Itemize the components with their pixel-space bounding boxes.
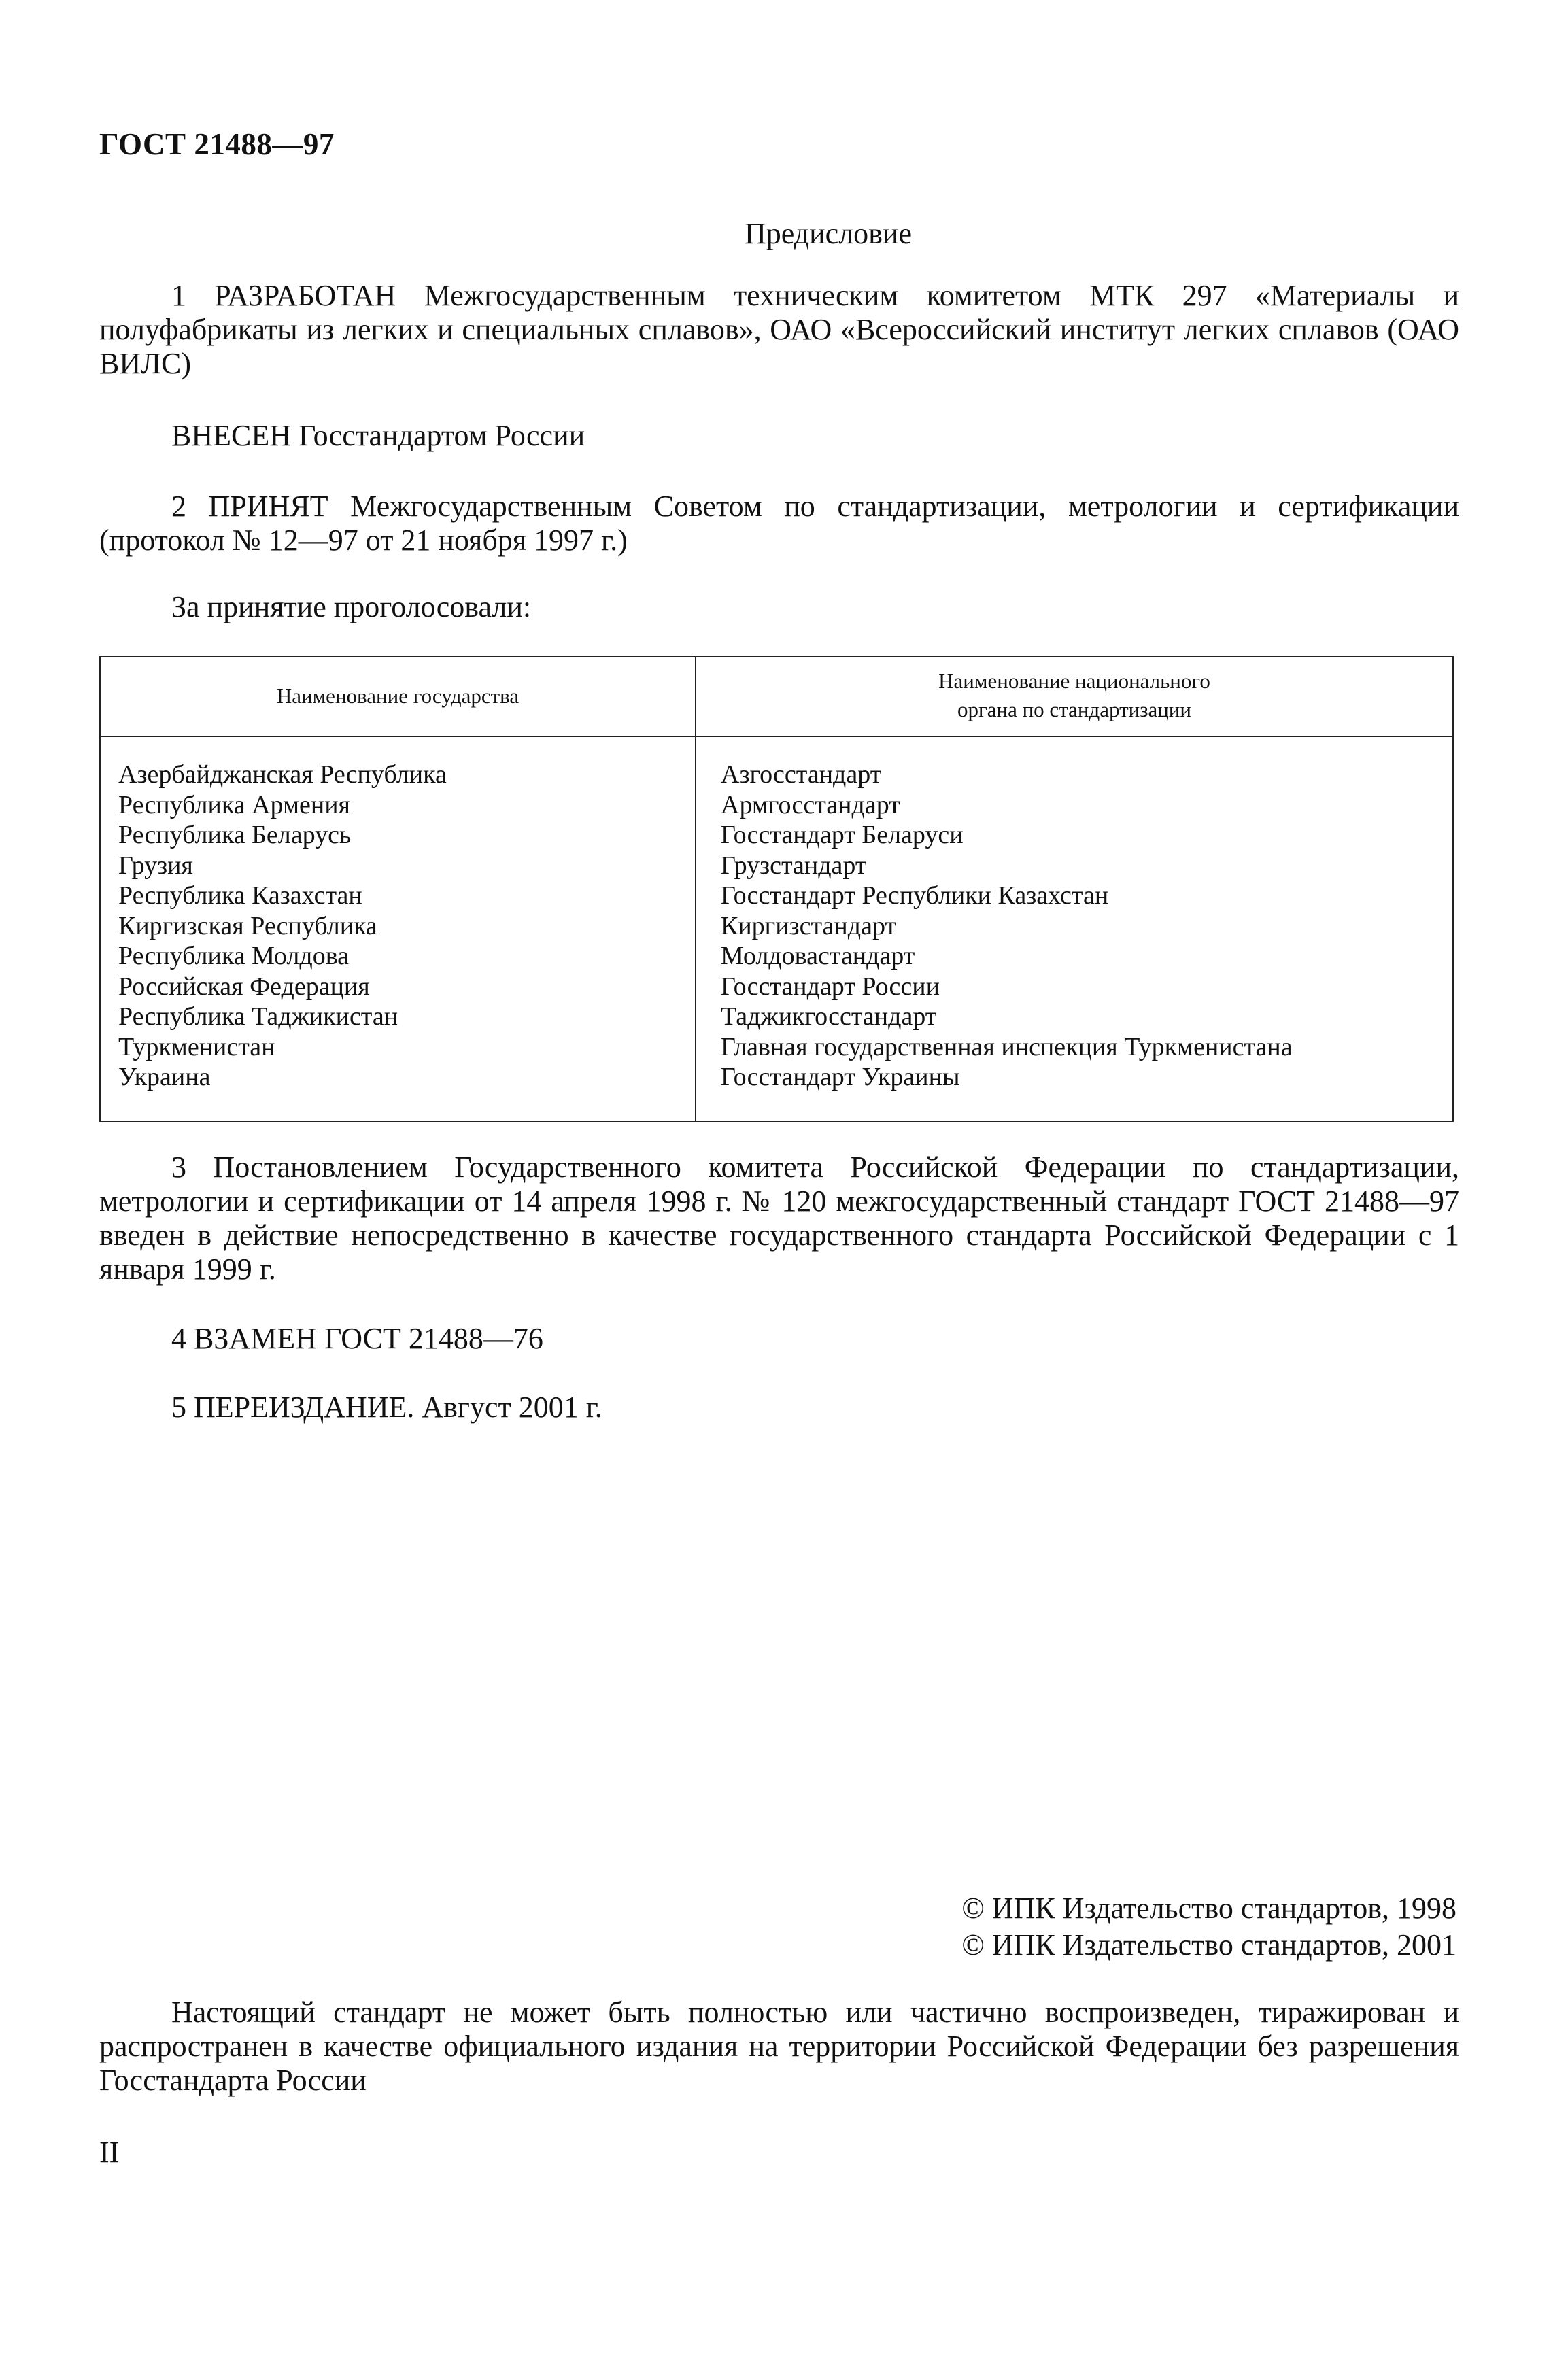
state-cell: Украина [118, 1063, 211, 1091]
state-cell: Республика Таджикистан [118, 1002, 398, 1031]
state-cell: Грузия [118, 851, 193, 880]
copyright-block [877, 1890, 1456, 1964]
copyright-line-2001: © ИПК Издательство стандартов, 2001 [961, 1928, 1456, 1962]
header-state: Наименование государства [276, 684, 519, 708]
voted-paragraph: За принятие проголосовали: [171, 590, 532, 623]
resolution-paragraph: 3 Постановлением Государственного комитета Российской Федерации по стандартизации, метрологии и сертификации от 14 апреля 1998 г. № 120 межгосударственный стандарт ГОСТ 21488—97 введен в действие непосредственно в качестве государственного стандарта Российской Федерации с 1 января 1999 г. [99, 1150, 1459, 1286]
copyright-line-1998: © ИПК Издательство стандартов, 1998 [961, 1892, 1456, 1925]
national-body-cell: Госстандарт Украины [721, 1063, 960, 1091]
national-body-cell: Грузстандарт [721, 851, 867, 880]
national-body-cell: Госстандарт Беларуси [721, 821, 964, 849]
national-body-cell: Армгосстандарт [721, 790, 900, 819]
replaces-paragraph: 4 ВЗАМЕН ГОСТ 21488—76 [171, 1322, 543, 1355]
developed-paragraph: 1 РАЗРАБОТАН Межгосударственным техническим комитетом МТК 297 «Материалы и полуфабрикаты из легких и специальных сплавов», ОАО «Всероссийский институт легких сплавов (ОАО ВИЛС) [99, 279, 1459, 380]
state-cell: Республика Казахстан [118, 881, 362, 910]
state-cell: Республика Беларусь [118, 821, 352, 849]
state-list [118, 759, 447, 1093]
reproduction-notice: Настоящий стандарт не может быть полностью или частично воспроизведен, тиражирован и распространен в качестве официального издания на территории Российской Федерации без разрешения Госстандарта России [99, 1996, 1459, 2097]
state-cell: Республика Армения [118, 790, 351, 819]
adopted-paragraph: 2 ПРИНЯТ Межгосударственным Советом по стандартизации, метрологии и сертификации (протокол № 12—97 от 21 ноября 1997 г.) [99, 490, 1459, 557]
page-number: II [99, 2136, 120, 2169]
state-cell: Киргизская Республика [118, 911, 377, 940]
national-body-cell: Главная государственная инспекция Туркменистана [721, 1032, 1293, 1061]
state-cell: Республика Молдова [118, 942, 350, 970]
reissue-paragraph: 5 ПЕРЕИЗДАНИЕ. Август 2001 г. [171, 1390, 602, 1424]
national-body-cell: Киргизстандарт [721, 911, 897, 940]
national-body-cell: Молдовастандарт [721, 942, 915, 970]
table-header-divider [101, 736, 1452, 737]
section-title: Предисловие [745, 217, 912, 250]
header-national-body-line2: органа по стандартизации [957, 698, 1191, 721]
state-cell: Азербайджанская Республика [118, 760, 447, 789]
table-column-divider [695, 657, 696, 1121]
header-national-body [696, 667, 1452, 724]
document-code: ГОСТ 21488—97 [99, 127, 335, 161]
introduced-paragraph: ВНЕСЕН Госстандартом России [171, 419, 585, 452]
national-body-cell: Азгосстандарт [721, 760, 882, 789]
voting-table [99, 656, 1454, 1122]
header-national-body-line1: Наименование национального [938, 669, 1210, 693]
national-body-cell: Госстандарт России [721, 972, 940, 1001]
national-body-list [721, 759, 1293, 1093]
national-body-cell: Таджикгосстандарт [721, 1002, 937, 1031]
national-body-cell: Госстандарт Республики Казахстан [721, 881, 1109, 910]
state-cell: Российская Федерация [118, 972, 370, 1001]
state-cell: Туркменистан [118, 1032, 275, 1061]
